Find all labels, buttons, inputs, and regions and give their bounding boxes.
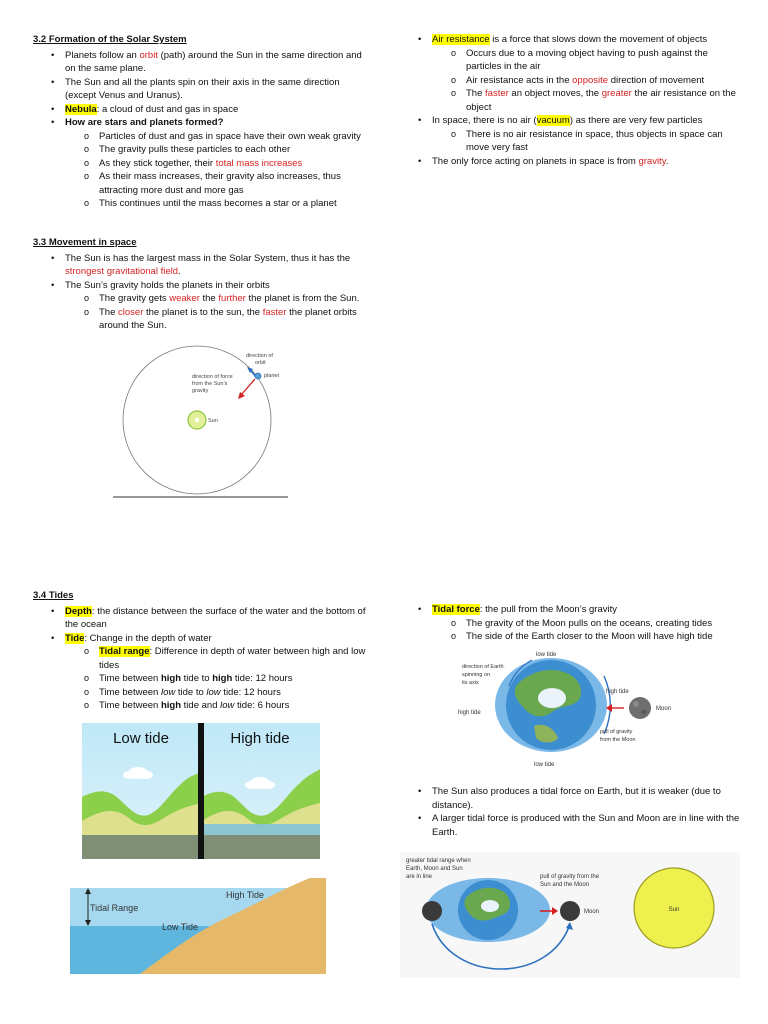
section-sun-tidal-force [400, 785, 742, 839]
list-item: o The gravity pulls these particles to each other [33, 143, 369, 157]
list-item: • The Sun’s gravity holds the planets in their orbits [33, 279, 369, 293]
list-item: o The closer the planet is to the sun, the faster the planet orbits around the Sun. [33, 306, 369, 333]
list-item: o The gravity gets weaker the further the planet is from the Sun. [33, 292, 369, 306]
list-item: • The only force acting on planets in space is from gravity. [400, 155, 742, 169]
section-3-3 [33, 236, 369, 333]
sun-label: Sun [208, 418, 218, 424]
moon-crater [642, 710, 647, 715]
label-greater-1: greater tidal range when [406, 858, 471, 864]
earth-moon-tide-diagram [454, 646, 688, 770]
section-air-resistance [400, 33, 742, 168]
moon-right-icon [560, 901, 580, 921]
list-item: o The side of the Earth closer to the Moon will have high tide [400, 630, 742, 644]
high-tide-label: High Tide [226, 890, 265, 900]
label-force-1: direction of force [192, 374, 233, 380]
list-item: o The faster an object moves, the greater the air resistance on the object [400, 87, 742, 114]
section-heading: 3.2 Formation of the Solar System [33, 34, 187, 45]
list-item: • Nebula: a cloud of dust and gas in space [33, 103, 369, 117]
label-greater-2: Earth, Moon and Sun [406, 866, 463, 872]
list-item: • Air resistance is a force that slows down the movement of objects [400, 33, 742, 47]
label-pull-1: pull of gravity from the [540, 874, 600, 880]
section-heading: 3.3 Movement in space [33, 237, 137, 248]
list-item: • The Sun and all the plants spin on their axis in the same direction (except Venus and Uranus). [33, 76, 369, 103]
tidal-range-label: Tidal Range [90, 903, 139, 913]
list-item: • Planets follow an orbit (path) around the Sun in the same direction and on the same plane. [33, 49, 369, 76]
force-arrowhead-icon [238, 392, 245, 399]
planet-icon [255, 373, 261, 379]
label-low-tide-bottom: low tide [534, 762, 555, 768]
label-direction-orbit-1: direction of [246, 353, 273, 359]
label-moon: Moon [656, 706, 672, 712]
gravity-force-arrow [241, 379, 255, 395]
list-item: o Particles of dust and gas in space have their own weak gravity [33, 130, 369, 144]
list-item: o As they stick together, their total mass increases [33, 157, 369, 171]
label-spin-1: direction of Earth [462, 664, 504, 670]
divider-bar [198, 723, 204, 859]
list-item: • Tidal force: the pull from the Moon’s gravity [400, 603, 742, 617]
label-pull-2: Sun and the Moon [540, 882, 590, 888]
moon-left-icon [422, 901, 442, 921]
label-greater-3: are in line [406, 874, 433, 880]
ground-right [202, 835, 320, 859]
label-low-tide-top: low tide [536, 652, 557, 658]
list-item: o This continues until the mass becomes a star or a planet [33, 197, 369, 211]
moon-crater [633, 701, 639, 707]
label-planet: planet [264, 373, 279, 379]
list-item: • The Sun is has the largest mass in the Solar System, thus it has the strongest gravitational field. [33, 252, 369, 279]
list-item: o Occurs due to a moving object having to push against the particles in the air [400, 47, 742, 74]
section-3-4 [33, 589, 373, 713]
label-moon: Moon [584, 909, 600, 915]
section-heading: 3.4 Tides [33, 590, 74, 601]
list-item: o Time between low tide to low tide: 12 hours [33, 686, 373, 700]
label-force-3: gravity [192, 388, 209, 394]
list-item: o The gravity of the Moon pulls on the oceans, creating tides [400, 617, 742, 631]
label-direction-orbit-2: orbit [255, 360, 266, 366]
list-item: o Time between high tide to high tide: 12 hours [33, 672, 373, 686]
list-item: • Depth: the distance between the surface of the water and the bottom of the ocean [33, 605, 373, 632]
label-pull-2: from the Moon [600, 737, 636, 743]
label-spin-2: spinning on [462, 672, 491, 678]
list-item: o As their mass increases, their gravity also increases, thus attracting more dust and more gas [33, 170, 369, 197]
label-high-tide-right: high tide [606, 689, 629, 695]
ice-cap [481, 900, 499, 912]
section-tidal-force [400, 603, 742, 644]
list-item: • A larger tidal force is produced with the Sun and Moon are in line with the Earth. [400, 812, 742, 839]
list-item: • How are stars and planets formed? [33, 116, 369, 130]
list-item: o Tidal range: Difference in depth of water between high and low tides [33, 645, 373, 672]
low-high-tide-picture [82, 723, 320, 859]
label-pull-1: pull of gravity [600, 729, 633, 735]
list-item: o Time between high tide and low tide: 6 hours [33, 699, 373, 713]
ground-left [82, 835, 202, 859]
low-tide-title: Low tide [113, 730, 169, 747]
high-tide-title: High tide [230, 730, 290, 747]
list-item: • In space, there is no air (vacuum) as there are very few particles [400, 114, 742, 128]
orbit-diagram [110, 344, 292, 500]
sun-moon-alignment-diagram [400, 852, 740, 978]
list-item: • Tide: Change in the depth of water [33, 632, 373, 646]
label-sun: Sun [668, 907, 680, 913]
label-spin-3: its axis [462, 680, 479, 686]
list-item: • The Sun also produces a tidal force on Earth, but it is weaker (due to distance). [400, 785, 742, 812]
low-tide-label: Low Tide [162, 922, 199, 932]
ice-cap [538, 688, 566, 708]
label-high-tide-left: high tide [458, 710, 481, 716]
moon-icon [629, 697, 651, 719]
section-3-2 [33, 33, 369, 211]
tidal-range-picture [70, 874, 326, 974]
list-item: o There is no air resistance in space, thus objects in space can move very fast [400, 128, 742, 155]
list-item: o Air resistance acts in the opposite direction of movement [400, 74, 742, 88]
label-force-2: from the Sun’s [192, 381, 228, 387]
sun-core-icon [195, 418, 199, 422]
